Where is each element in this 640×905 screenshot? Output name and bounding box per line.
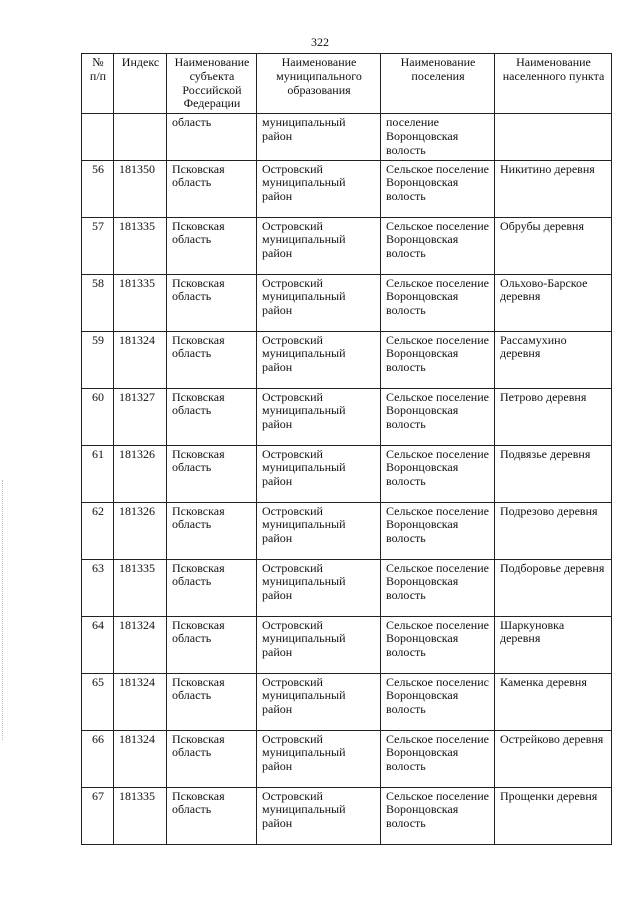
cell-municipality: Островский муниципальный район <box>257 616 381 673</box>
cell-locality: Подвязье деревня <box>495 445 612 502</box>
cell-index: 181350 <box>114 160 167 217</box>
cell-index: 181326 <box>114 502 167 559</box>
cell-num: 65 <box>82 673 114 730</box>
table-row <box>82 445 612 502</box>
cell-subject: Псковская область <box>167 502 257 559</box>
cell-municipality: Островский муниципальный район <box>257 217 381 274</box>
cell-num: 60 <box>82 388 114 445</box>
header-subject: Наименование субъекта Российской Федерации <box>167 54 257 114</box>
table-row <box>82 160 612 217</box>
cell-index: 181324 <box>114 673 167 730</box>
cell-subject: Псковская область <box>167 274 257 331</box>
cell-subject: область <box>167 114 257 160</box>
table-row <box>82 673 612 730</box>
cell-settlement: Сельское поселение Воронцовская волость <box>381 160 495 217</box>
page-number: 322 <box>311 35 329 49</box>
cell-num: 58 <box>82 274 114 331</box>
cell-index: 181335 <box>114 559 167 616</box>
cell-num: 59 <box>82 331 114 388</box>
cell-subject: Псковская область <box>167 160 257 217</box>
cell-settlement: Сельское поселение Воронцовская волость <box>381 217 495 274</box>
cell-municipality: Островский муниципальный район <box>257 559 381 616</box>
cell-settlement: Сельское поселение Воронцовская волость <box>381 616 495 673</box>
cell-locality: Прощенки деревня <box>495 787 612 844</box>
cell-subject: Псковская область <box>167 673 257 730</box>
table-row <box>82 388 612 445</box>
table-row-continued <box>82 114 612 160</box>
cell-num: 62 <box>82 502 114 559</box>
cell-index: 181324 <box>114 730 167 787</box>
cell-index: 181324 <box>114 616 167 673</box>
cell-subject: Псковская область <box>167 730 257 787</box>
cell-subject: Псковская область <box>167 388 257 445</box>
table-row <box>82 502 612 559</box>
cell-subject: Псковская область <box>167 445 257 502</box>
cell-locality: Петрово деревня <box>495 388 612 445</box>
cell-index: 181335 <box>114 787 167 844</box>
cell-settlement: Сельское поселенис Воронцовская волость <box>381 673 495 730</box>
header-settlement: Наименование поселения <box>381 54 495 114</box>
cell-locality: Каменка деревня <box>495 673 612 730</box>
cell-num: 67 <box>82 787 114 844</box>
cell-settlement: Сельское поселение Воронцовская волость <box>381 559 495 616</box>
cell-locality <box>495 114 612 160</box>
cell-index: 181335 <box>114 274 167 331</box>
cell-settlement: Сельское поселение Воронцовская волость <box>381 388 495 445</box>
cell-num: 63 <box>82 559 114 616</box>
cell-subject: Псковская область <box>167 616 257 673</box>
cell-locality: Подрезово деревня <box>495 502 612 559</box>
cell-municipality: Островский муниципальный район <box>257 730 381 787</box>
table-row <box>82 217 612 274</box>
cell-subject: Псковская область <box>167 331 257 388</box>
table-row <box>82 331 612 388</box>
cell-municipality: Островский муниципальный район <box>257 445 381 502</box>
table-row <box>82 274 612 331</box>
cell-settlement: поселение Воронцовская волость <box>381 114 495 160</box>
cell-settlement: Сельское поселение Воронцовская волость <box>381 502 495 559</box>
table-header-row <box>82 54 612 114</box>
cell-num <box>82 114 114 160</box>
cell-num: 66 <box>82 730 114 787</box>
cell-municipality: Островский муниципальный район <box>257 274 381 331</box>
cell-locality: Подборовье деревня <box>495 559 612 616</box>
cell-locality: Рассамухино деревня <box>495 331 612 388</box>
cell-locality: Никитино деревня <box>495 160 612 217</box>
cell-locality: Ольхово-Барское деревня <box>495 274 612 331</box>
cell-index <box>114 114 167 160</box>
header-index: Индекс <box>114 54 167 114</box>
header-num: № п/п <box>82 54 114 114</box>
cell-municipality: Островский муниципальный район <box>257 331 381 388</box>
cell-subject: Псковская область <box>167 787 257 844</box>
table-row <box>82 787 612 844</box>
cell-settlement: Сельское поселение Воронцовская волость <box>381 274 495 331</box>
cell-index: 181324 <box>114 331 167 388</box>
cell-index: 181327 <box>114 388 167 445</box>
header-locality: Наименование населенного пункта <box>495 54 612 114</box>
cell-municipality: Островский муниципальный район <box>257 502 381 559</box>
cell-settlement: Сельское поселение Воронцовская волость <box>381 445 495 502</box>
cell-municipality: Островский муниципальный район <box>257 160 381 217</box>
table-row <box>82 559 612 616</box>
cell-locality: Обрубы деревня <box>495 217 612 274</box>
cell-settlement: Сельское поселение Воронцовская волость <box>381 730 495 787</box>
table-body <box>82 114 612 844</box>
cell-municipality: Островский муниципальный район <box>257 787 381 844</box>
cell-index: 181335 <box>114 217 167 274</box>
cell-municipality: муниципальный район <box>257 114 381 160</box>
cell-num: 64 <box>82 616 114 673</box>
scan-edge-mark <box>2 480 5 740</box>
cell-num: 57 <box>82 217 114 274</box>
table-row <box>82 616 612 673</box>
cell-subject: Псковская область <box>167 559 257 616</box>
cell-municipality: Островский муниципальный район <box>257 388 381 445</box>
cell-num: 61 <box>82 445 114 502</box>
cell-locality: Шаркуновка деревня <box>495 616 612 673</box>
cell-settlement: Сельское поселение Воронцовская волость <box>381 331 495 388</box>
cell-index: 181326 <box>114 445 167 502</box>
cell-settlement: Сельское поселение Воронцовская волость <box>381 787 495 844</box>
cell-municipality: Островский муниципальный район <box>257 673 381 730</box>
settlements-table <box>81 53 612 845</box>
cell-locality: Острейково деревня <box>495 730 612 787</box>
header-municipality: Наименование муниципального образования <box>257 54 381 114</box>
cell-num: 56 <box>82 160 114 217</box>
cell-subject: Псковская область <box>167 217 257 274</box>
table-row <box>82 730 612 787</box>
